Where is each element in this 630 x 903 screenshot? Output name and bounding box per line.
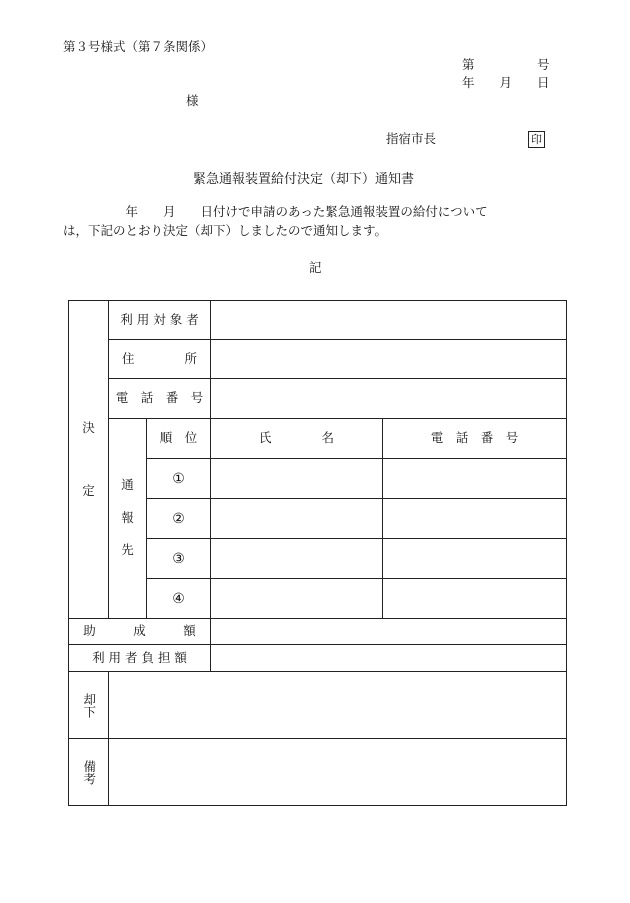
rank-3: ③ bbox=[172, 550, 185, 567]
body-text-line1: 年 月 日付けで申請のあった緊急通報装置の給付について bbox=[63, 204, 488, 219]
document-number-label: 第 号 bbox=[462, 57, 550, 72]
user-label: 利 用 対 象 者 bbox=[120, 311, 199, 327]
contact-phone-3[interactable] bbox=[383, 539, 566, 578]
document-title: 緊急通報装置給付決定（却下）通知書 bbox=[193, 172, 415, 187]
issuer: 指宿市長 bbox=[386, 131, 437, 146]
rank-4: ④ bbox=[172, 590, 185, 607]
contact-phone-2[interactable] bbox=[383, 499, 566, 538]
contact-phone-4[interactable] bbox=[383, 579, 566, 618]
user-burden-label: 利 用 者 負 担 額 bbox=[92, 649, 187, 665]
rank-1: ① bbox=[172, 470, 185, 487]
contact-name-1[interactable] bbox=[211, 459, 382, 498]
phone-value[interactable] bbox=[211, 379, 566, 418]
contact-phone-1[interactable] bbox=[383, 459, 566, 498]
remarks-value[interactable] bbox=[109, 739, 566, 805]
rank-header: 順 位 bbox=[159, 430, 198, 446]
form-number: 第３号様式（第７条関係） bbox=[63, 39, 214, 54]
address-value[interactable] bbox=[211, 340, 566, 378]
phone-label: 電 話 番 号 bbox=[115, 390, 204, 406]
contact-name-2[interactable] bbox=[211, 499, 382, 538]
rank-2: ② bbox=[172, 510, 185, 527]
contact-name-3[interactable] bbox=[211, 539, 382, 578]
body-text-line2: は，下記のとおり決定（却下）しましたので通知します。 bbox=[63, 223, 388, 238]
rejection-value[interactable] bbox=[109, 672, 566, 738]
address-label: 住 所 bbox=[121, 350, 197, 366]
date-label: 年 月 日 bbox=[462, 75, 550, 90]
ki-heading: 記 bbox=[309, 260, 322, 275]
contact-label: 通 報 先 bbox=[121, 477, 134, 558]
rejection-label: 却下 bbox=[81, 692, 97, 718]
decision-label: 決 定 bbox=[82, 420, 95, 498]
name-header: 氏 名 bbox=[258, 430, 334, 446]
recipient-suffix: 様 bbox=[186, 93, 199, 108]
user-burden-value[interactable] bbox=[211, 645, 566, 671]
subsidy-label: 助 成 額 bbox=[83, 623, 196, 639]
user-value[interactable] bbox=[211, 301, 566, 339]
contact-phone-header: 電 話 番 号 bbox=[430, 430, 519, 446]
contact-name-4[interactable] bbox=[211, 579, 382, 618]
seal-icon: 印 bbox=[528, 131, 545, 148]
subsidy-value[interactable] bbox=[211, 619, 566, 644]
remarks-label: 備考 bbox=[81, 759, 97, 785]
